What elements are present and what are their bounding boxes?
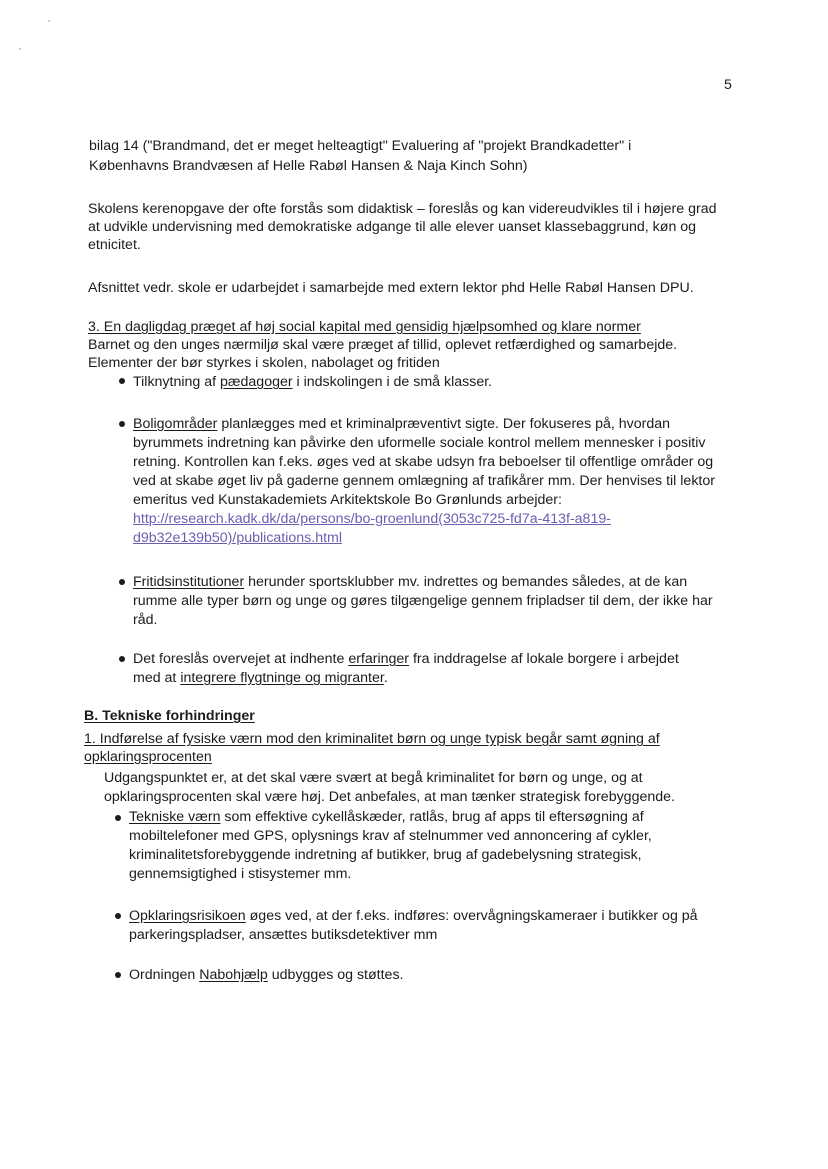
text-line: Skolens kerenopgave der ofte forstås som didaktisk – foreslås og kan videreudvikles til i højere grad: [88, 201, 717, 217]
list-item-text: mobiltelefoner med GPS, oplysnings krav af stelnummer ved annoncering af cykler,: [129, 828, 652, 844]
scan-speck: [19, 48, 21, 50]
list-item-text: retning. Kontrollen kan f.eks. øges ved at skabe udsyn fra beboelser til offentlige områder og: [133, 454, 714, 470]
bullet: [119, 579, 125, 585]
list-item-text: byrummets indretning kan påvirke den uformelle sociale kontrol mellem mennesker i positiv: [133, 435, 706, 451]
bullet: [115, 913, 121, 919]
text-line: etnicitet.: [88, 237, 141, 253]
research-link[interactable]: d9b32e139b50)/publications.html: [133, 530, 343, 546]
list-item-text: med at integrere flygtninge og migranter.: [133, 670, 388, 686]
list-item-text: Fritidsinstitutioner herunder sportsklubber mv. indrettes og bemandes således, at de kan: [133, 574, 688, 590]
text-line: Udgangspunktet er, at det skal være svært at begå kriminalitet for børn og unge, og at: [104, 770, 643, 786]
text-line: at udvikle undervisning med demokratiske adgange til alle elever uanset klassebaggrund, køn og: [88, 219, 697, 235]
text-line: Københavns Brandvæsen af Helle Rabøl Hansen & Naja Kinch Sohn): [89, 158, 528, 174]
list-item-text: gennemsigtighed i stisystemer mm.: [129, 866, 352, 882]
bullet: [115, 972, 121, 978]
list-item-text: kriminalitetsforebyggende indretning af butikker, brug af gadebelysning strategisk,: [129, 847, 642, 863]
subsection-heading: opklaringsprocenten: [84, 749, 212, 765]
subsection-heading: 1. Indførelse af fysiske værn mod den kriminalitet børn og unge typisk begår samt øgning af: [84, 731, 660, 747]
section-b-heading: B. Tekniske forhindringer: [84, 708, 255, 724]
bullet: [119, 378, 125, 384]
list-item-text: Opklaringsrisikoen øges ved, at der f.eks. indføres: overvågningskameraer i butikker og på: [129, 908, 698, 924]
list-item-text: rumme alle typer børn og unge og gøres tilgængelige gennem fripladser til dem, der ikke har: [133, 593, 713, 609]
section-3-heading: 3. En dagligdag præget af høj social kapital med gensidig hjælpsomhed og klare normer: [88, 319, 641, 335]
scan-speck: [48, 20, 50, 22]
list-item-text: Tilknytning af pædagoger i indskolingen i de små klasser.: [133, 374, 493, 390]
list-item-text: parkeringspladser, ansættes butiksdetektiver mm: [129, 927, 438, 943]
list-item-text: emeritus ved Kunstakademiets Arkitektskole Bo Grønlunds arbejder:: [133, 492, 562, 508]
bullet: [119, 656, 125, 662]
page-number: 5: [724, 77, 732, 93]
list-item-text: Boligområder planlægges med et kriminalpræventivt sigte. Der fokuseres på, hvordan: [133, 416, 671, 432]
bullet: [115, 815, 121, 821]
paragraph-collaboration: Afsnittet vedr. skole er udarbejdet i samarbejde med extern lektor phd Helle Rabøl Hansen DPU.: [88, 280, 694, 296]
list-item-text: råd.: [133, 612, 158, 628]
list-item-text: ved at skabe øget liv på gaderne gennem omlægning af trafikårer mm. Der henvises til lektor: [133, 473, 715, 489]
text-line: opklaringsprocenten skal være høj. Det anbefales, at man tænker strategisk forebyggende.: [104, 789, 675, 805]
list-item-text: Det foreslås overvejet at indhente erfaringer fra inddragelse af lokale borgere i arbejdet: [133, 651, 679, 667]
text-line: bilag 14 ("Brandmand, det er meget helteagtigt" Evaluering af "projekt Brandkadetter" i: [89, 138, 632, 154]
text-line: Elementer der bør styrkes i skolen, nabolaget og fritiden: [88, 355, 440, 371]
bullet: [119, 421, 125, 427]
list-item-text: Tekniske værn som effektive cykellåskæder, ratlås, brug af apps til eftersøgning af: [129, 809, 644, 825]
research-link[interactable]: http://research.kadk.dk/da/persons/bo-groenlund(3053c725-fd7a-413f-a819-: [133, 511, 611, 527]
list-item-text: Ordningen Nabohjælp udbygges og støttes.: [129, 967, 404, 983]
text-line: Barnet og den unges nærmiljø skal være præget af tillid, oplevet retfærdighed og samarbejde.: [88, 337, 678, 353]
